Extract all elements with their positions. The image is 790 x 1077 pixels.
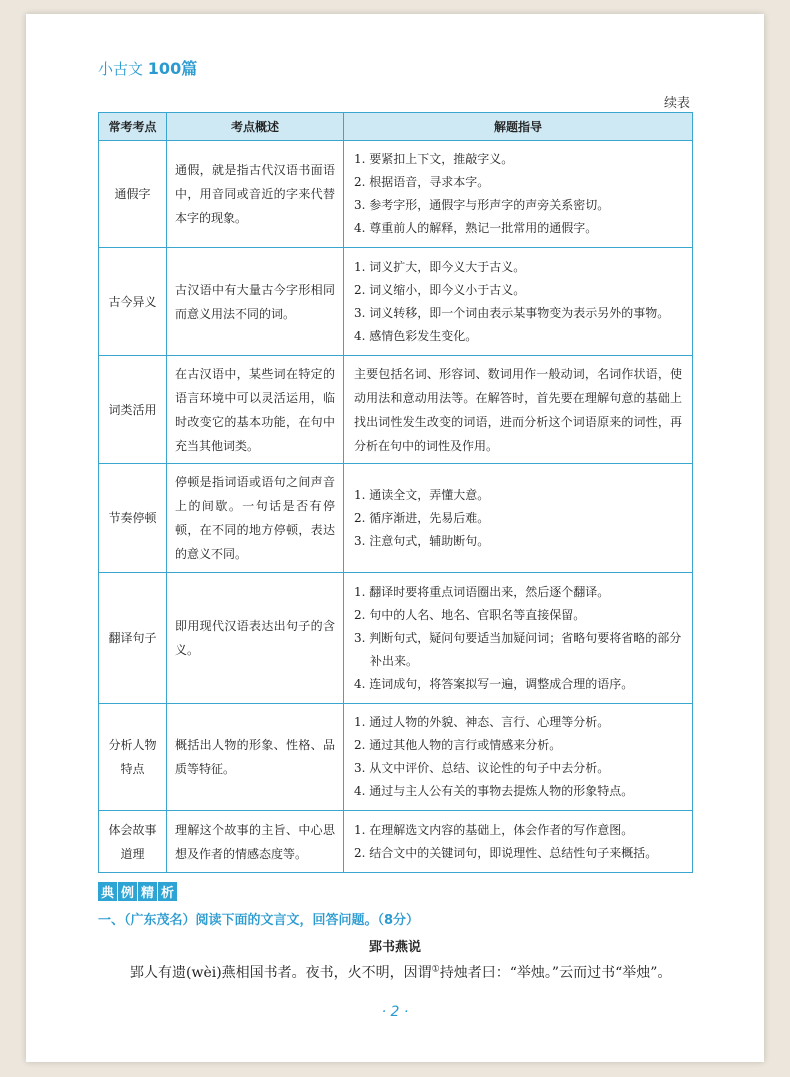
row-guide <box>344 464 693 573</box>
badge-char: 精 <box>138 882 157 901</box>
guide-item: 1. 要紧扣上下文，推敲字义。 <box>354 152 514 166</box>
footnote-marker: ① <box>431 964 440 975</box>
row-desc: 通假，就是指古代汉语书面语中，用音同或音近的字来代替本字的现象。 <box>167 141 344 248</box>
guide-item: 4. 通过与主人公有关的事物去提炼人物的形象特点。 <box>354 784 634 798</box>
guide-item: 3. 词义转移，即一个词由表示某事物变为表示另外的事物。 <box>354 305 670 320</box>
row-desc: 停顿是指词语或语句之间声音上的间歇。一句话是否有停顿，在不同的地方停顿，表达的意义不同。 <box>167 464 344 573</box>
badge-char: 例 <box>118 882 137 901</box>
row-desc: 古汉语中有大量古今字形相同而意义用法不同的词。 <box>167 248 344 356</box>
row-desc: 即用现代汉语表达出句子的含义。 <box>167 573 344 704</box>
row-guide <box>344 248 693 356</box>
guide-item: 3. 从文中评价、总结、议论性的句子中去分析。 <box>354 761 610 775</box>
guide-item: 4. 连词成句，将答案拟写一遍，调整成合理的语序。 <box>354 676 634 691</box>
table-row <box>99 704 693 811</box>
table-row <box>99 573 693 704</box>
passage-text <box>130 962 730 982</box>
row-desc: 在古汉语中，某些词在特定的语言环境中可以灵活运用，临时改变它的基本功能，在句中充当其他词类。 <box>167 356 344 464</box>
badge-char: 析 <box>158 882 177 901</box>
row-point: 体会故事道理 <box>99 811 167 873</box>
book-title <box>98 56 197 79</box>
table-row <box>99 248 693 356</box>
row-guide <box>344 356 693 464</box>
continued-label: 续表 <box>663 96 690 111</box>
row-point: 古今异义 <box>99 248 167 356</box>
table-row <box>99 464 693 573</box>
table-row <box>99 141 693 248</box>
book-title-prefix: 小古文 <box>98 60 144 78</box>
guide-item: 2. 词义缩小，即今义小于古义。 <box>354 282 526 297</box>
guide-item: 2. 通过其他人物的言行或情感来分析。 <box>354 738 562 752</box>
guide-item: 3. 注意句式，辅助断句。 <box>354 533 490 548</box>
guide-item: 3. 参考字形，通假字与形声字的声旁关系密切。 <box>354 198 610 212</box>
guide-item: 1. 通读全文，弄懂大意。 <box>354 487 490 502</box>
guide-item: 3. 判断句式，疑问句要适当加疑问词；省略句要将省略的部分补出来。 <box>354 630 682 668</box>
table-header-row <box>99 113 693 141</box>
row-desc: 理解这个故事的主旨、中心思想及作者的情感态度等。 <box>167 811 344 873</box>
guide-paragraph: 主要包括名词、形容词、数词用作一般动词，名词作状语，使动用法和意动用法等。在解答时，首先要在理解句意的基础上找出词性发生改变的词语，进而分析这个词语原来的词性，再分析在句中的词性及作用。 <box>354 366 682 453</box>
row-guide <box>344 811 693 873</box>
row-guide <box>344 573 693 704</box>
book-title-number: 100篇 <box>147 59 198 78</box>
passage-text-before: 郢人有遗(wèi)燕相国书者。夜书，火不明，因谓 <box>130 965 432 981</box>
guide-item: 1. 通过人物的外貌、神态、言行、心理等分析。 <box>354 715 610 729</box>
header-guide: 解题指导 <box>344 113 693 141</box>
exam-points-table <box>98 112 693 873</box>
badge-char: 典 <box>98 882 117 901</box>
passage-title: 郢书燕说 <box>368 940 421 955</box>
guide-item: 4. 尊重前人的解释，熟记一批常用的通假字。 <box>354 221 598 235</box>
row-point: 分析人物特点 <box>99 704 167 811</box>
row-guide <box>344 704 693 811</box>
question-heading: 一、（广东茂名）阅读下面的文言文，回答问题。（8分） <box>98 913 420 928</box>
guide-item: 4. 感情色彩发生变化。 <box>354 328 478 343</box>
header-desc: 考点概述 <box>167 113 344 141</box>
row-point: 节奏停顿 <box>99 464 167 573</box>
guide-item: 1. 翻译时要将重点词语圈出来，然后逐个翻译。 <box>354 584 610 599</box>
guide-item: 1. 在理解选文内容的基础上，体会作者的写作意图。 <box>354 822 634 837</box>
guide-item: 2. 循序渐进，先易后难。 <box>354 510 490 525</box>
passage-text-after: 持烛者曰：“举烛。”云而过书“举烛”。 <box>439 965 672 981</box>
guide-item: 2. 结合文中的关键词句，即说理性、总结性句子来概括。 <box>354 845 658 860</box>
row-point: 通假字 <box>99 141 167 248</box>
row-point: 词类活用 <box>99 356 167 464</box>
table-row <box>99 811 693 873</box>
guide-item: 2. 句中的人名、地名、官职名等直接保留。 <box>354 607 586 622</box>
row-desc: 概括出人物的形象、性格、品质等特征。 <box>167 704 344 811</box>
page-number: · 2 · <box>381 1004 409 1020</box>
section-badge <box>98 882 177 901</box>
guide-item: 2. 根据语音，寻求本字。 <box>354 175 490 189</box>
table-row <box>99 356 693 464</box>
header-point: 常考考点 <box>99 113 167 141</box>
row-guide <box>344 141 693 248</box>
guide-item: 1. 词义扩大，即今义大于古义。 <box>354 259 526 274</box>
document-page <box>26 14 764 1062</box>
row-point: 翻译句子 <box>99 573 167 704</box>
